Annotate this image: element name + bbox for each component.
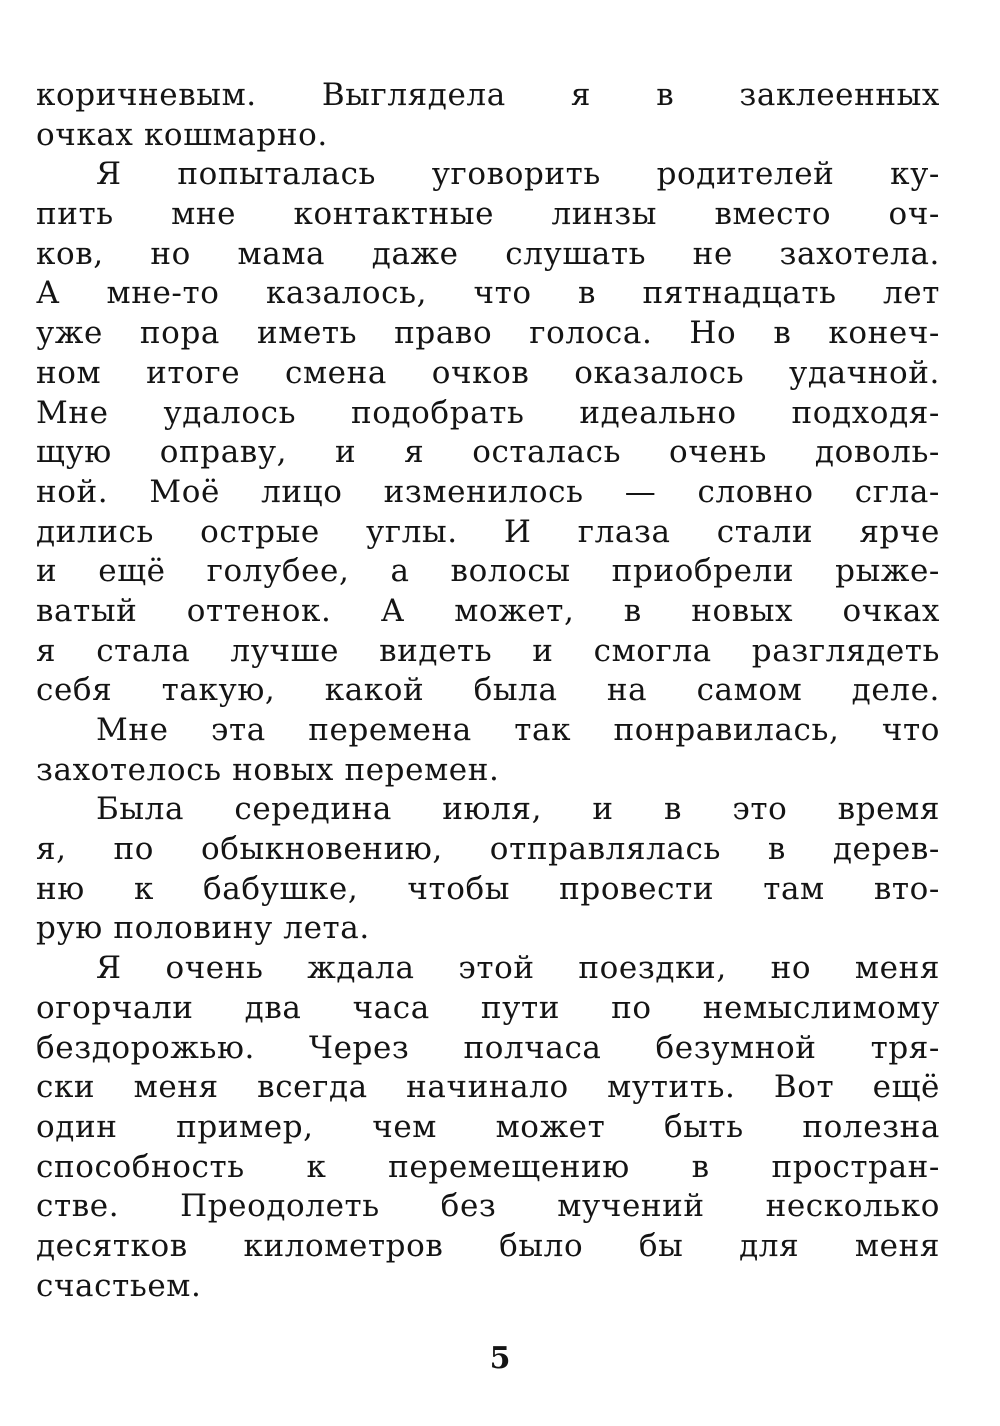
text-line: бездорожью. Через полчаса безумной тря-: [36, 1029, 940, 1066]
text-line: щую оправу, и я осталась очень доволь-: [36, 434, 940, 471]
text-line: и ещё голубее, а волосы приобрели рыже-: [36, 553, 940, 590]
text-line: один пример, чем может быть полезна: [36, 1108, 940, 1145]
text-line: ной. Моё лицо изменилось — словно сгла-: [36, 473, 940, 510]
body-text: [36, 76, 940, 1306]
text-line: счастьем.: [36, 1267, 202, 1304]
text-line: десятков километров было бы для меня: [36, 1227, 940, 1264]
text-line: очках кошмарно.: [36, 116, 328, 153]
text-line: пить мне контактные линзы вместо оч-: [36, 196, 940, 233]
text-line: дились острые углы. И глаза стали ярче: [36, 513, 940, 550]
text-line: стве. Преодолеть без мучений несколько: [36, 1188, 940, 1225]
text-line: ски меня всегда начинало мутить. Вот ещё: [36, 1069, 940, 1106]
text-line: Я очень ждала этой поездки, но меня: [96, 950, 940, 987]
text-line: ню к бабушке, чтобы провести там вто-: [36, 870, 940, 907]
text-line: коричневым. Выглядела я в заклеенных: [36, 77, 940, 113]
text-line: захотелось новых перемен.: [36, 751, 500, 788]
text-line: ном итоге смена очков оказалось удачной.: [36, 354, 940, 391]
text-line: А мне-то казалось, что в пятнадцать лет: [36, 275, 940, 312]
text-line: Я попыталась уговорить родителей ку-: [96, 156, 940, 193]
text-line: рую половину лета.: [36, 910, 370, 947]
page-number: 5: [489, 1341, 511, 1376]
text-line: я стала лучше видеть и смогла разглядеть: [36, 632, 940, 669]
text-line: ватый оттенок. А может, в новых очках: [36, 592, 940, 629]
text-line: ков, но мама даже слушать не захотела.: [36, 235, 940, 272]
text-line: я, по обыкновению, отправлялась в дерев-: [36, 831, 940, 868]
text-line: уже пора иметь право голоса. Но в конеч-: [36, 315, 940, 352]
text-line: себя такую, какой была на самом деле.: [36, 672, 940, 709]
text-line: Мне удалось подобрать идеально подходя-: [36, 394, 940, 431]
text-line: огорчали два часа пути по немыслимому: [36, 989, 940, 1026]
text-line: Была середина июля, и в это время: [96, 791, 940, 828]
text-line: Мне эта перемена так понравилась, что: [96, 712, 940, 748]
text-line: способность к перемещению в простран-: [36, 1148, 940, 1185]
